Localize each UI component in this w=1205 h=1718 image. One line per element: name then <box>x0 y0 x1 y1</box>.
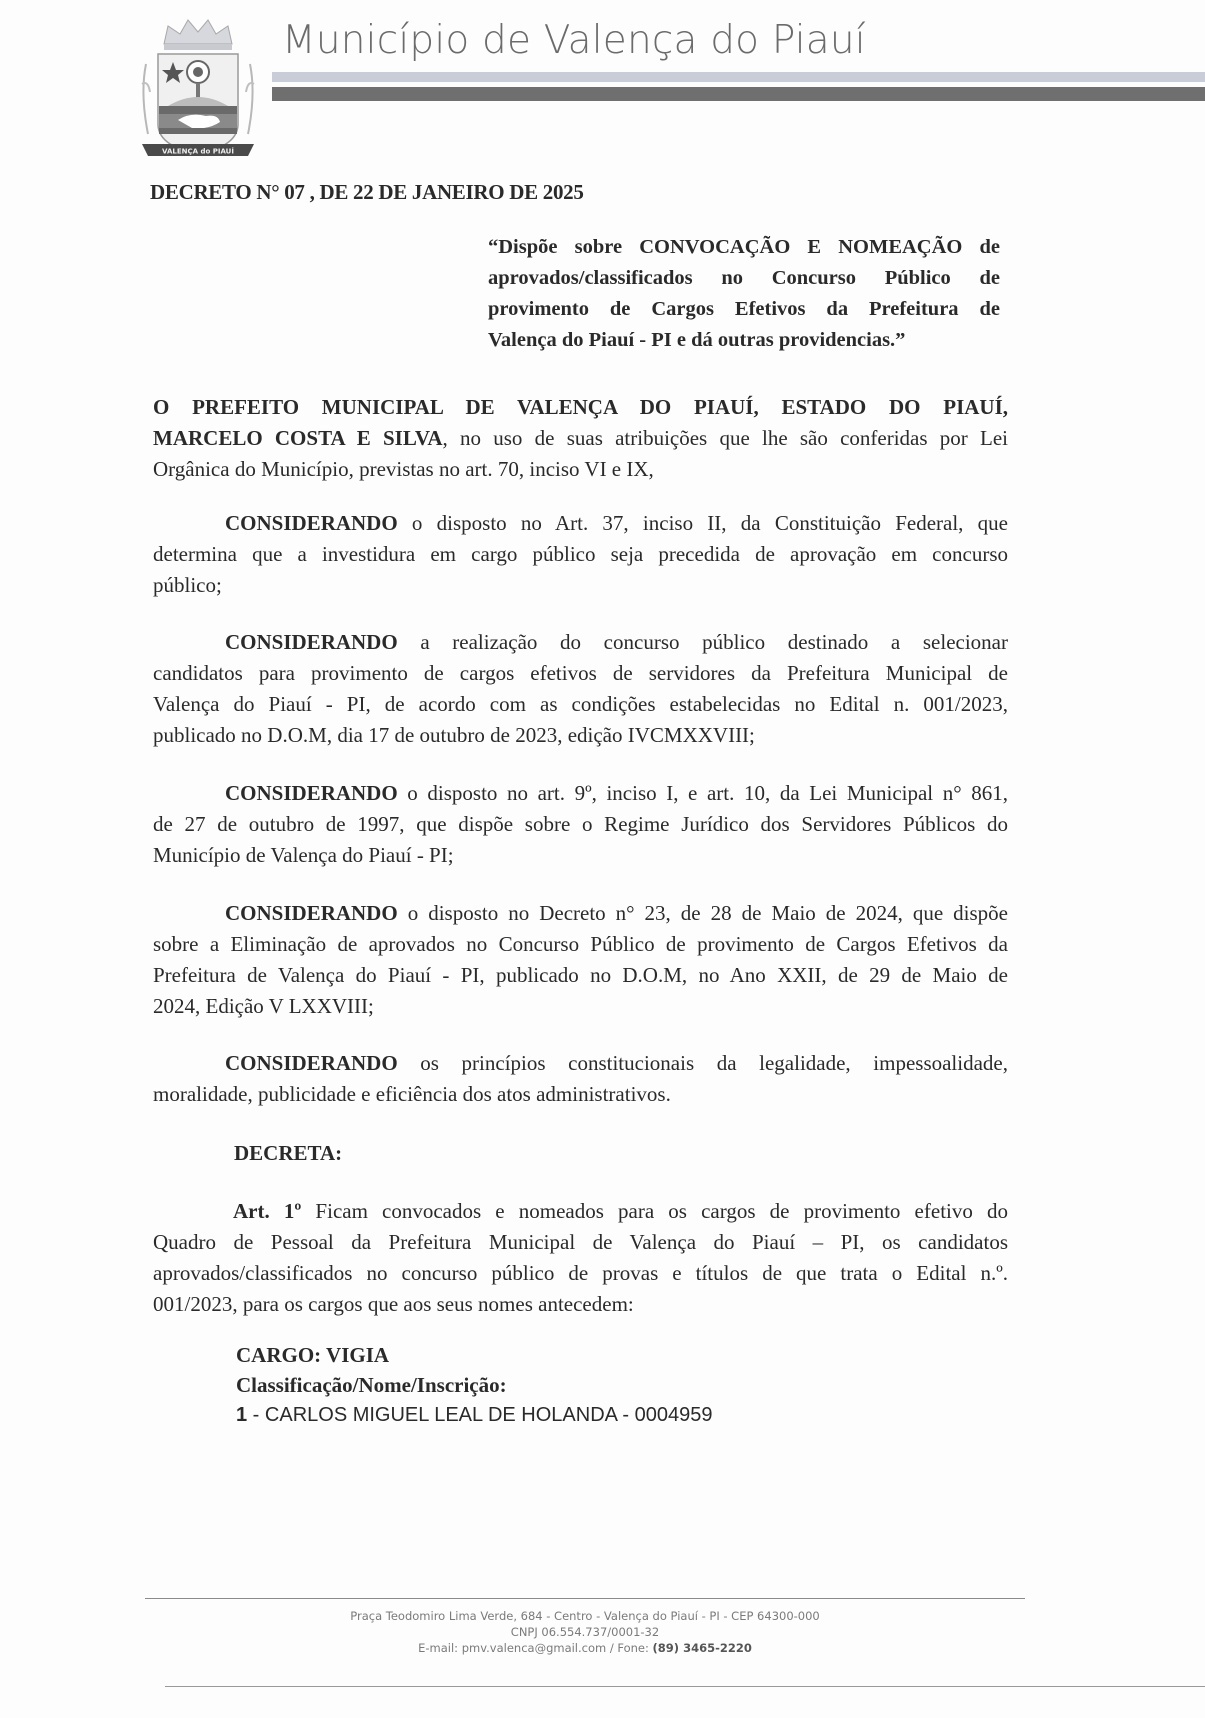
footer-contact <box>145 1640 1025 1656</box>
paragraph-text: os princípios constitucionais da legalidade, impessoalidade, <box>397 1051 1008 1075</box>
candidate-rank: 1 <box>236 1404 248 1426</box>
footer-phone: (89) 3465-2220 <box>652 1641 752 1655</box>
paragraph-text: a realização do concurso público destinado a selecionar <box>397 630 1008 654</box>
paragraph-text: o disposto no Decreto n° 23, de 28 de Maio de 2024, que dispõe <box>397 901 1008 925</box>
paragraph-line: 2024, Edição V LXXVIII; <box>153 994 374 1018</box>
considerando-label: CONSIDERANDO <box>225 901 398 925</box>
paragraph-line: de 27 de outubro de 1997, que dispõe sobre o Regime Jurídico dos Servidores Públicos do <box>153 812 1008 836</box>
footer-address: Praça Teodomiro Lima Verde, 684 - Centro - Valença do Piauí - PI - CEP 64300-000 <box>350 1609 820 1623</box>
considerando-paragraph <box>153 778 1008 871</box>
preamble <box>153 392 1008 485</box>
paragraph-line: sobre a Eliminação de aprovados no Concurso Público de provimento de Cargos Efetivos da <box>153 932 1008 956</box>
footer-bottom-divider <box>165 1686 1205 1687</box>
paragraph-line: Quadro de Pessoal da Prefeitura Municipal de Valença do Piauí – PI, os candidatos <box>153 1230 1008 1254</box>
considerando-label: CONSIDERANDO <box>225 511 398 535</box>
paragraph-line: determina que a investidura em cargo público seja precedida de aprovação em concurso <box>153 542 1008 566</box>
paragraph-line: candidatos para provimento de cargos efetivos de servidores da Prefeitura Municipal de <box>153 661 1008 685</box>
candidate-entry <box>236 1400 713 1430</box>
decreta-heading: DECRETA: <box>234 1141 343 1165</box>
paragraph-line: 001/2023, para os cargos que aos seus nomes antecedem: <box>153 1292 634 1316</box>
considerando-paragraph <box>153 898 1008 1022</box>
candidate-name-registration: CARLOS MIGUEL LEAL DE HOLANDA - 0004959 <box>264 1404 713 1426</box>
decree-summary <box>488 232 1000 356</box>
paragraph-line: moralidade, publicidade e eficiência dos atos administrativos. <box>153 1082 671 1106</box>
paragraph-text: o disposto no Art. 37, inciso II, da Constituição Federal, que <box>397 511 1008 535</box>
considerando-paragraph <box>153 1048 1008 1110</box>
footer-cnpj: CNPJ 06.554.737/0001-32 <box>510 1625 660 1639</box>
considerando-label: CONSIDERANDO <box>225 781 398 805</box>
summary-line: provimento de Cargos Efetivos da Prefeitura de <box>488 298 1000 320</box>
paragraph-line: Prefeitura de Valença do Piauí - PI, publicado no D.O.M, no Ano XXII, de 29 de Maio de <box>153 963 1008 987</box>
municipal-coat-of-arms-icon <box>128 14 268 162</box>
summary-line: “Dispõe sobre CONVOCAÇÃO E NOMEAÇÃO de <box>488 236 1000 258</box>
footer <box>145 1608 1025 1656</box>
footer-email: E-mail: pmv.valenca@gmail.com / Fone: <box>418 1641 653 1655</box>
paragraph-line: Valença do Piauí - PI, de acordo com as condições estabelecidas no Edital n. 001/2023, <box>153 692 1008 716</box>
paragraph-line: aprovados/classificados no concurso público de provas e títulos de que trata o Edital n.º. <box>153 1261 1008 1285</box>
summary-line: Valença do Piauí - PI e dá outras providencias.” <box>488 329 906 351</box>
summary-line: aprovados/classificados no Concurso Público de <box>488 267 1000 289</box>
article-1 <box>153 1196 1008 1320</box>
decree-title: DECRETO N° 07 , DE 22 DE JANEIRO DE 2025 <box>150 180 584 204</box>
article-label: Art. 1º <box>233 1199 302 1223</box>
preamble-line: O PREFEITO MUNICIPAL DE VALENÇA DO PIAUÍ, ESTADO DO PIAUÍ, <box>153 395 1008 419</box>
considerando-paragraph <box>153 627 1008 751</box>
paragraph-text: o disposto no art. 9º, inciso I, e art. 10, da Lei Municipal n° 861, <box>397 781 1008 805</box>
preamble-line: , no uso de suas atribuições que lhe são conferidas por Lei <box>442 426 1008 450</box>
cargo-title: CARGO: VIGIA <box>236 1343 390 1367</box>
considerando-paragraph <box>153 508 1008 601</box>
crest-ribbon-text: VALENÇA do PIAUÍ <box>162 147 234 156</box>
classification-header: Classificação/Nome/Inscrição: <box>236 1373 507 1397</box>
preamble-line: Orgânica do Município, previstas no art. 70, inciso VI e IX, <box>153 457 654 481</box>
paragraph-line: publicado no D.O.M, dia 17 de outubro de 2023, edição IVCMXXVIII; <box>153 723 755 747</box>
municipality-title: Município de Valença do Piauí <box>282 18 866 63</box>
header-bar-light <box>272 72 1205 82</box>
footer-divider <box>145 1598 1025 1599</box>
considerando-label: CONSIDERANDO <box>225 630 398 654</box>
paragraph-text: Ficam convocados e nomeados para os cargos de provimento efetivo do <box>301 1199 1008 1223</box>
candidate-separator: - <box>247 1404 265 1426</box>
paragraph-line: público; <box>153 573 222 597</box>
mayor-name: MARCELO COSTA E SILVA <box>153 426 443 450</box>
paragraph-line: Município de Valença do Piauí - PI; <box>153 843 454 867</box>
header-bar-dark <box>272 87 1205 101</box>
considerando-label: CONSIDERANDO <box>225 1051 398 1075</box>
